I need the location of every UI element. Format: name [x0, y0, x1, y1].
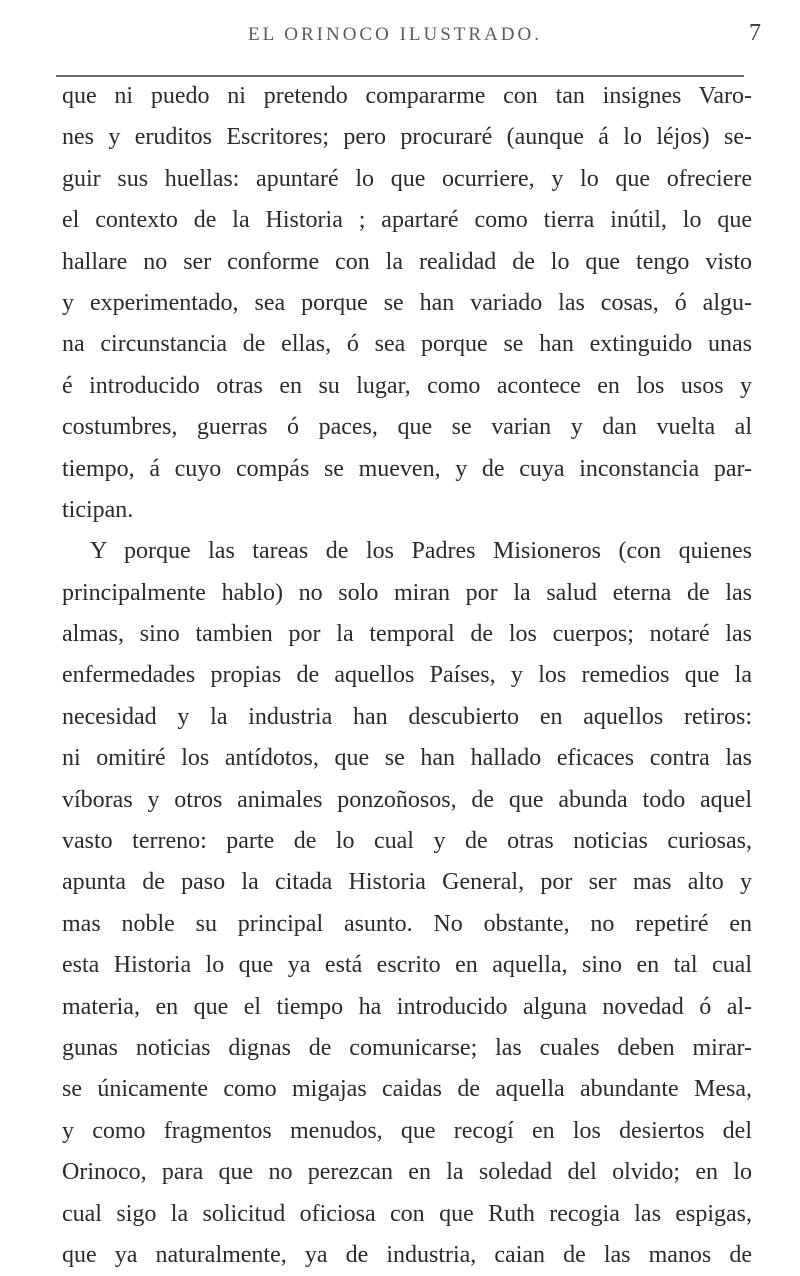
text-line: se únicamente como migajas caidas de aquella abundante Mesa,: [62, 1076, 752, 1103]
text-line: necesidad y la industria han descubierto en aquellos retiros:: [62, 703, 752, 730]
text-line: tiempo, á cuyo compás se mueven, y de cuya inconstancia par-: [62, 455, 752, 482]
text-line: y experimentado, sea porque se han variado las cosas, ó algu-: [62, 289, 752, 316]
paragraph-start-line: Y porque las tareas de los Padres Misioneros (con quienes: [90, 538, 752, 565]
text-line: Orinoco, para que no perezcan en la soledad del olvido; en lo: [62, 1159, 752, 1186]
text-line: esta Historia lo que ya está escrito en aquella, sino en tal cual: [62, 952, 752, 979]
text-line: que ya naturalmente, ya de industria, caian de las manos de: [62, 1241, 752, 1268]
text-line: enfermedades propias de aquellos Países, y los remedios que la: [62, 662, 752, 689]
text-line: ni omitiré los antídotos, que se han hallado eficaces contra las: [62, 745, 752, 772]
text-line: hallare no ser conforme con la realidad de lo que tengo visto: [62, 248, 752, 275]
text-line: costumbres, guerras ó paces, que se varian y dan vuelta al: [62, 414, 752, 441]
text-line: é introducido otras en su lugar, como acontece en los usos y: [62, 372, 752, 399]
text-line: el contexto de la Historia ; apartaré como tierra inútil, lo que: [62, 207, 752, 234]
text-line: gunas noticias dignas de comunicarse; las cuales deben mirar-: [62, 1034, 752, 1061]
page-number: 7: [749, 20, 761, 46]
text-line: materia, en que el tiempo ha introducido alguna novedad ó al-: [62, 993, 752, 1020]
body-text: [62, 76, 752, 1276]
text-line: almas, sino tambien por la temporal de los cuerpos; notaré las: [62, 621, 752, 648]
text-line: na circunstancia de ellas, ó sea porque se han extinguido unas: [62, 331, 752, 358]
text-line: vasto terreno: parte de lo cual y de otras noticias curiosas,: [62, 828, 752, 855]
running-title: EL ORINOCO ILUSTRADO.: [248, 24, 542, 45]
text-line: nes y eruditos Escritores; pero procuraré (aunque á lo léjos) se-: [62, 124, 752, 151]
text-line: que ni puedo ni pretendo compararme con tan insignes Varo-: [62, 83, 752, 109]
text-line: principalmente hablo) no solo miran por la salud eterna de las: [62, 579, 752, 606]
text-line: guir sus huellas: apuntaré lo que ocurriere, y lo que ofreciere: [62, 165, 752, 192]
running-head: [0, 14, 800, 54]
text-line: apunta de paso la citada Historia General, por ser mas alto y: [62, 869, 752, 896]
text-line: cual sigo la solicitud oficiosa con que Ruth recogia las espigas,: [62, 1200, 752, 1227]
text-line: víboras y otros animales ponzoñosos, de que abunda todo aquel: [62, 786, 752, 813]
text-line: y como fragmentos menudos, que recogí en los desiertos del: [62, 1117, 752, 1144]
paragraph-end-line: ticipan.: [62, 496, 134, 523]
text-line: mas noble su principal asunto. No obstante, no repetiré en: [62, 910, 752, 937]
